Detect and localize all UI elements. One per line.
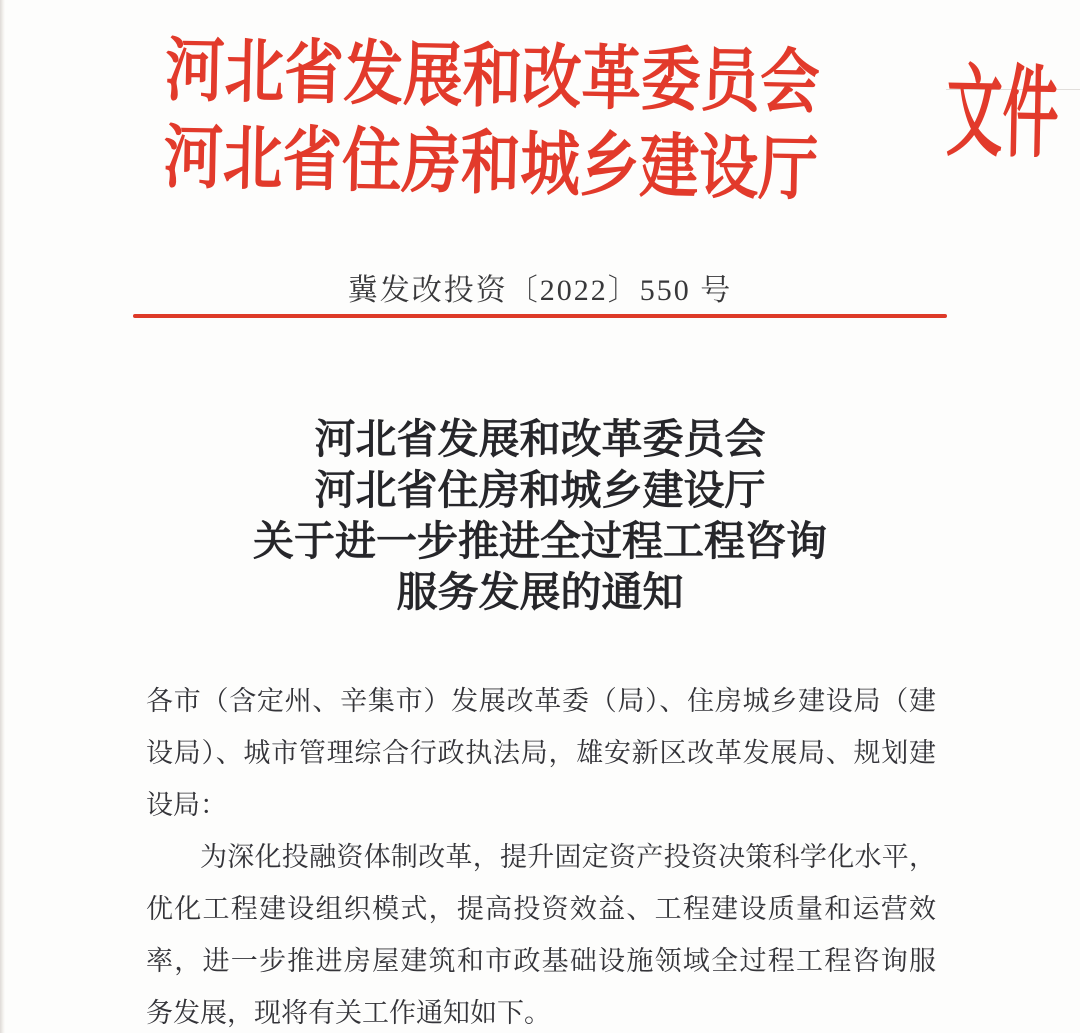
document-type-label: 文件: [945, 57, 1060, 171]
issuing-agency-2: 河北省住房和城乡建设厅: [162, 119, 819, 210]
document-title: [0, 414, 1080, 618]
title-line-4: 服务发展的通知: [396, 569, 684, 615]
issuing-agencies: [163, 28, 936, 217]
title-line-3: 关于进一步推进全过程工程咨询: [253, 518, 827, 564]
body-line: 各市（含定州、辛集市）发展改革委（局）、住房城乡建设局（建: [146, 686, 936, 716]
document-number: 冀发改投资〔2022〕550 号: [347, 274, 733, 307]
body-line: 为深化投融资体制改革，提升固定资产投资决策科学化水平，: [200, 842, 936, 872]
body-line: 率，进一步推进房屋建筑和市政基础设施领域全过程工程咨询服: [146, 946, 936, 976]
body-line: 优化工程建设组织模式，提高投资效益、工程建设质量和运营效: [146, 894, 936, 924]
title-line-1: 河北省发展和改革委员会: [314, 416, 766, 462]
body-line: 设局：: [146, 790, 227, 820]
body-line: 设局）、城市管理综合行政执法局，雄安新区改革发展局、规划建: [146, 738, 936, 768]
issuing-agency-1: 河北省发展和改革委员会: [164, 32, 821, 123]
red-letterhead: [163, 28, 1080, 221]
red-separator-line: [133, 314, 947, 318]
body-line: 务发展，现将有关工作通知如下。: [146, 998, 551, 1028]
document-body: [146, 675, 936, 1033]
title-line-2: 河北省住房和城乡建设厅: [314, 467, 766, 513]
